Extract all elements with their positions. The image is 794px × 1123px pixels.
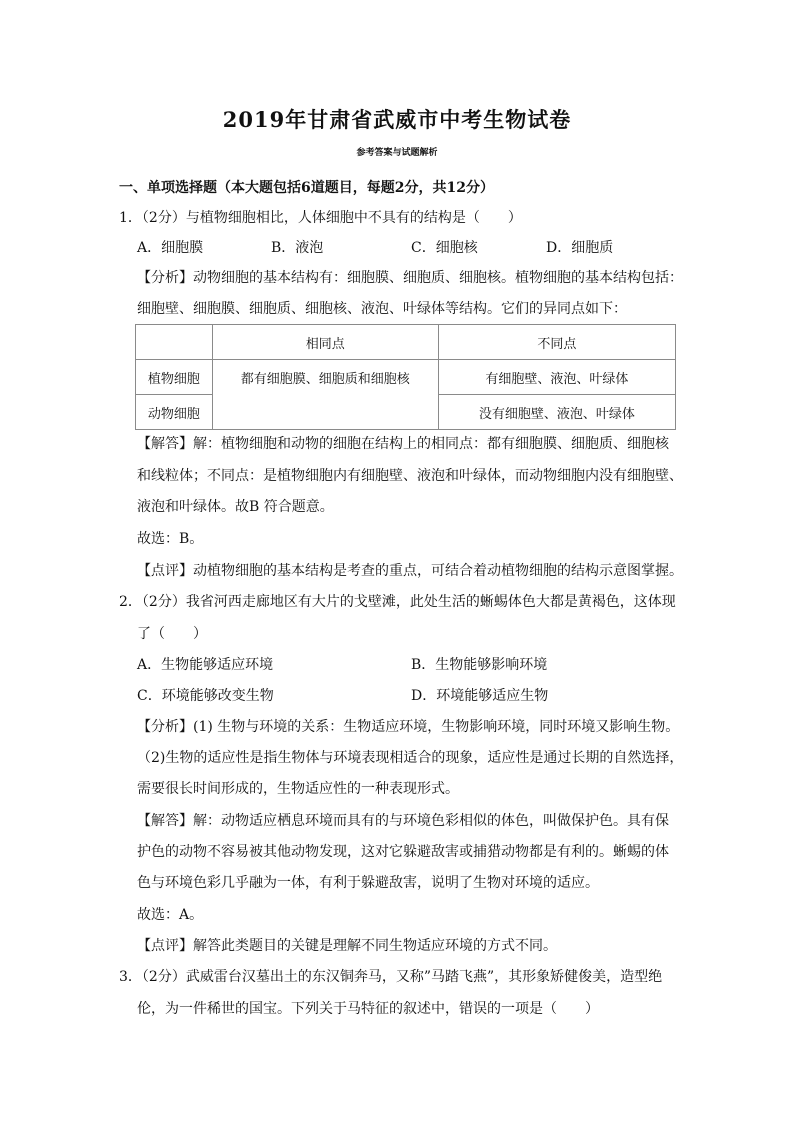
page-title: 2019年甘肃省武威市中考生物试卷 xyxy=(222,107,572,132)
table-header-cell: 相同点 xyxy=(212,325,438,360)
q2-comment: 【点评】解答此类题目的关键是理解不同生物适应环境的方式不同。 xyxy=(137,938,557,954)
q1-stem: 1．（2分）与植物细胞相比，人体细胞中不具有的结构是（ ） xyxy=(119,210,522,226)
q1-comment: 【点评】动植物细胞的基本结构是考查的重点，可结合着动植物细胞的结构示意图掌握。 xyxy=(137,563,683,579)
q1-answer-line: 和线粒体；不同点：是植物细胞内有细胞壁、液泡和叶绿体，而动物细胞内没有细胞壁、 xyxy=(137,468,683,484)
page-subtitle: 参考答案与试题解析 xyxy=(356,148,438,158)
q2-analysis-line: 【分析】(1) 生物与环境的关系：生物适应环境，生物影响环境，同时环境又影响生物。 xyxy=(137,719,680,735)
table-cell: 没有细胞壁、液泡、叶绿体 xyxy=(438,395,675,430)
q2-analysis-line: （2)生物的适应性是指生物体与环境表现相适合的现象，适应性是通过长期的自然选择， xyxy=(137,750,684,766)
q2-answer-line: 色与环境色彩几乎融为一体，有利于躲避敌害，说明了生物对环境的适应。 xyxy=(137,875,599,891)
q2-answer-line: 【解答】解：动物适应栖息环境而具有的与环境色彩相似的体色，叫做保护色。具有保 xyxy=(137,813,669,829)
q2-choice: 故选：A。 xyxy=(137,907,204,923)
q1-option-b: B．液泡 xyxy=(271,240,324,256)
table-header-cell: 不同点 xyxy=(438,325,675,360)
q1-answer-line: 液泡和叶绿体。故B 符合题意。 xyxy=(137,499,334,515)
q3-stem-line: 伦，为一件稀世的国宝。下列关于马特征的叙述中，错误的一项是（ ） xyxy=(137,1001,599,1017)
q1-option-c: C．细胞核 xyxy=(411,240,478,256)
q1-answer-line: 【解答】解：植物细胞和动物的细胞在结构上的相同点：都有细胞膜、细胞质、细胞核 xyxy=(137,436,669,452)
q2-analysis-line: 需要很长时间形成的，生物适应性的一种表现形式。 xyxy=(137,781,459,797)
table-cell: 植物细胞 xyxy=(136,360,213,395)
q2-option-d: D．环境能够适应生物 xyxy=(411,688,549,704)
q2-option-c: C．环境能够改变生物 xyxy=(137,688,274,704)
section-heading: 一、单项选择题（本大题包括6道题目，每题2分，共12分） xyxy=(119,180,494,196)
q2-option-a: A．生物能够适应环境 xyxy=(137,657,274,673)
q1-choice: 故选：B。 xyxy=(137,531,204,547)
q2-stem-line: 2．（2分）我省河西走廊地区有大片的戈壁滩，此处生活的蜥蜴体色大都是黄褐色，这体现 xyxy=(119,594,676,610)
table-header-row xyxy=(136,325,676,360)
table-cell-same: 都有细胞膜、细胞质和细胞核 xyxy=(212,360,438,430)
table-header-cell xyxy=(136,325,213,360)
q1-option-a: A．细胞膜 xyxy=(137,240,204,256)
q2-option-b: B．生物能够影响环境 xyxy=(411,657,548,673)
table-row xyxy=(136,360,676,395)
q2-stem-line: 了（ ） xyxy=(137,626,207,642)
q1-option-d: D．细胞质 xyxy=(546,240,614,256)
q2-answer-line: 护色的动物不容易被其他动物发现，这对它躲避敌害或捕猎动物都是有利的。蜥蜴的体 xyxy=(137,844,669,860)
q3-stem-line: 3．（2分）武威雷台汉墓出土的东汉铜奔马，又称”马踏飞燕”，其形象矫健俊美，造型绝 xyxy=(119,969,663,985)
q1-analysis-line: 细胞壁、细胞膜、细胞质、细胞核、液泡、叶绿体等结构。它们的异同点如下： xyxy=(137,301,627,317)
table-cell: 有细胞壁、液泡、叶绿体 xyxy=(438,360,675,395)
comparison-table xyxy=(135,324,676,430)
table-cell: 动物细胞 xyxy=(136,395,213,430)
q1-analysis-line: 【分析】动物细胞的基本结构有：细胞膜、细胞质、细胞核。植物细胞的基本结构包括： xyxy=(137,270,683,286)
